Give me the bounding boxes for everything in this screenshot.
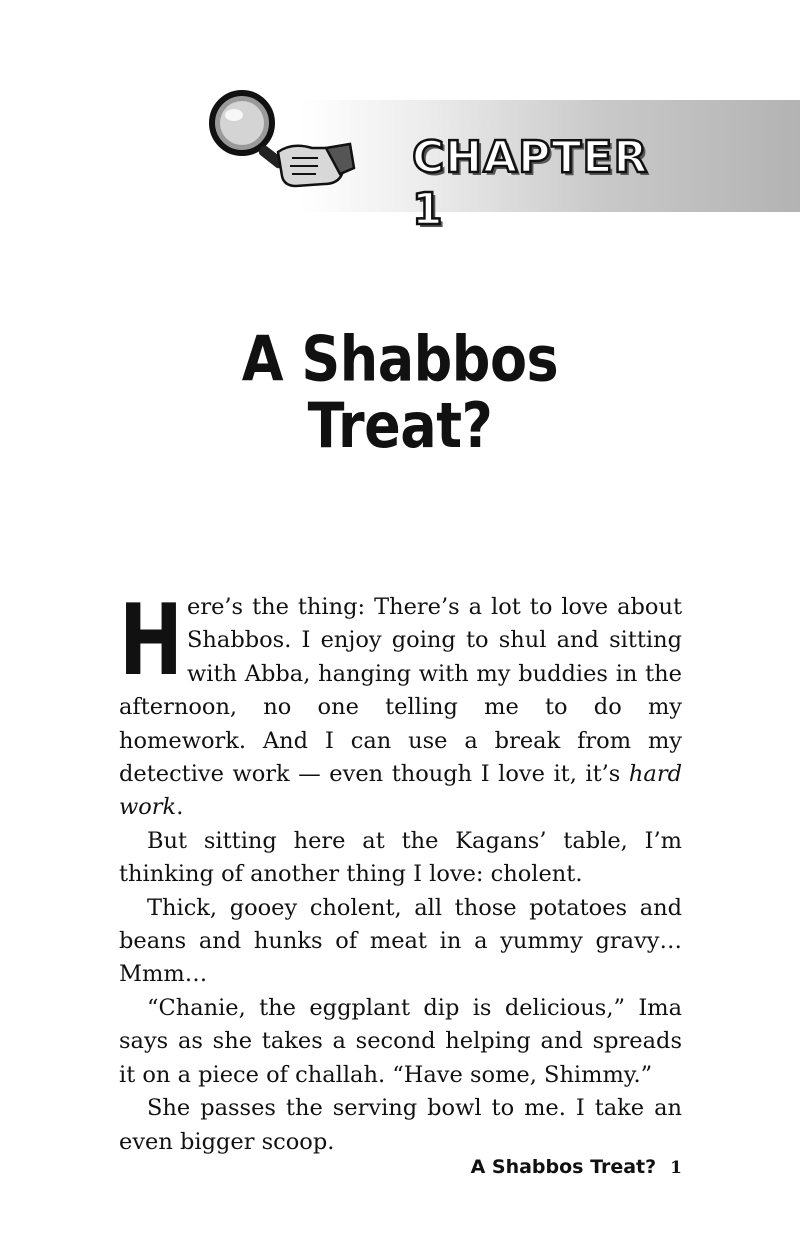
paragraph-2: But sitting here at the Kagans’ table, I’m thinking of another thing I love: cholent.	[119, 827, 682, 888]
chapter-title-line-1: A Shabbos	[241, 322, 559, 396]
running-title: A Shabbos Treat?	[470, 1156, 657, 1178]
page-footer	[471, 1156, 682, 1186]
chapter-body	[119, 584, 682, 1159]
paragraph-1-end: .	[176, 794, 184, 821]
chapter-title-line-2: Treat?	[307, 389, 493, 462]
drop-cap: H	[119, 584, 183, 698]
magnifying-glass-hand-icon	[200, 88, 360, 198]
chapter-label: CHAPTER 1	[412, 132, 649, 235]
paragraph-5: She passes the serving bowl to me. I take an even bigger scoop.	[119, 1095, 682, 1155]
paragraph-3: Thick, gooey cholent, all those potatoes and beans and hunks of meat in a yummy gravy… Mmm…	[119, 894, 682, 988]
paragraph-1-text: ere’s the thing: There’s a lot to love about Shabbos. I enjoy going to shul and sitting with Abba, hanging with my buddies in the afternoon, no one telling me to do my homework. And I can use a break from my detective work — even though I love it, it’s	[119, 594, 682, 788]
paragraph-1-emphasis: hard work	[119, 761, 682, 821]
paragraph-4: “Chanie, the eggplant dip is delicious,” Ima says as she takes a second helping and spreads it on a piece of challah. “Have some, Shimmy.”	[119, 994, 682, 1088]
page-number: 1	[670, 1158, 682, 1178]
paragraph-1	[119, 584, 682, 825]
chapter-title	[150, 322, 650, 462]
